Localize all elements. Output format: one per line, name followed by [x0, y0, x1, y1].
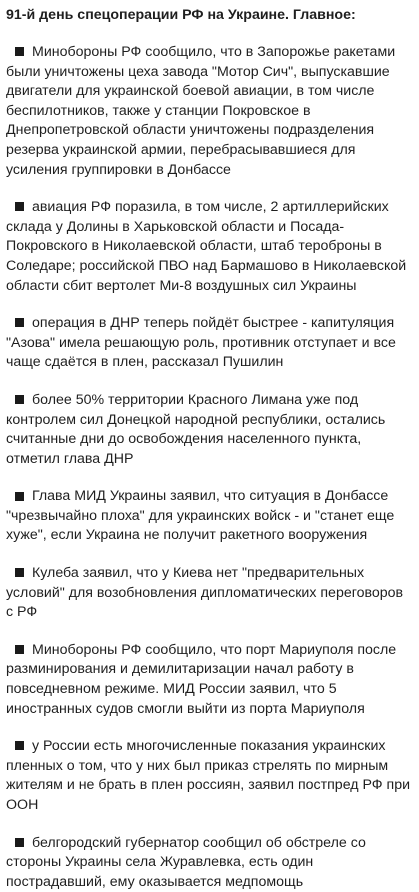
news-item	[6, 43, 413, 180]
black-square-icon	[15, 47, 24, 56]
black-square-icon	[15, 741, 24, 750]
news-item-text: у России есть многочисленные показания украинских пленных о том, что у них был приказ стрелять по мирным жителям и не брать в плен россиян, заявил постпред РФ при ООН	[6, 738, 411, 813]
news-item-text: Минобороны РФ сообщило, что в Запорожье ракетами были уничтожены цеха завода "Мотор Сич", выпускавшие двигатели для украинской боевой авиации, в том числе беспилотников, также у станции Покровское в Днепропетровской области уничтожены подразделения резерва украинской армии, перебрасывавшиеся для усиления группировки в Донбассе	[6, 44, 396, 178]
news-item-text: операция в ДНР теперь пойдёт быстрее - капитуляция "Азова" имела решающую роль, противник отступает и все чаще сдаётся в плен, рассказал Пушилин	[6, 315, 396, 371]
news-item-text: более 50% территории Красного Лимана уже под контролем сил Донецкой народной республики, остались считанные дни до освобождения населенного пункта, отметил глава ДНР	[6, 391, 386, 467]
news-item-text: белгородский губернатор сообщил об обстреле со стороны Украины села Журавлевка, есть один пострадавший, ему оказывается медпомощь	[6, 834, 366, 890]
post-title: 91-й день спецоперации РФ на Украине. Главное:	[6, 7, 356, 23]
black-square-icon	[15, 202, 24, 211]
news-list	[6, 43, 413, 892]
black-square-icon	[15, 318, 24, 327]
news-item	[6, 487, 413, 546]
news-item	[6, 391, 413, 469]
news-item-text: Кулеба заявил, что у Киева нет "предварительных условий" для возобновления дипломатических переговоров с РФ	[6, 565, 404, 621]
news-item-text: авиация РФ поразила, в том числе, 2 артиллерийских склада у Долины в Харьковской области и Посада-Покровского в Николаевской области, штаб тероброны в Соледаре; российской ПВО над Бармашово в Николаевской области сбит вертолет Ми-8 воздушных сил Украины	[6, 199, 407, 294]
black-square-icon	[15, 645, 24, 654]
news-item-text: Минобороны РФ сообщило, что порт Мариуполя после разминирования и демилитаризации начал работу в повседневном режиме. МИД России заявил, что 5 иностранных судов смогли выйти из порта Мариуполя	[6, 641, 397, 717]
black-square-icon	[15, 568, 24, 577]
black-square-icon	[15, 395, 24, 404]
news-item	[6, 564, 413, 623]
news-item	[6, 737, 413, 815]
news-item	[6, 314, 413, 373]
black-square-icon	[15, 492, 24, 501]
black-square-icon	[15, 838, 24, 847]
news-item-text: Глава МИД Украины заявил, что ситуация в Донбассе "чрезвычайно плоха" для украинских войск - и "станет еще хуже", если Украина не получит ракетного вооружения	[6, 488, 395, 544]
news-item	[6, 198, 413, 296]
news-item	[6, 641, 413, 719]
news-item	[6, 834, 413, 892]
